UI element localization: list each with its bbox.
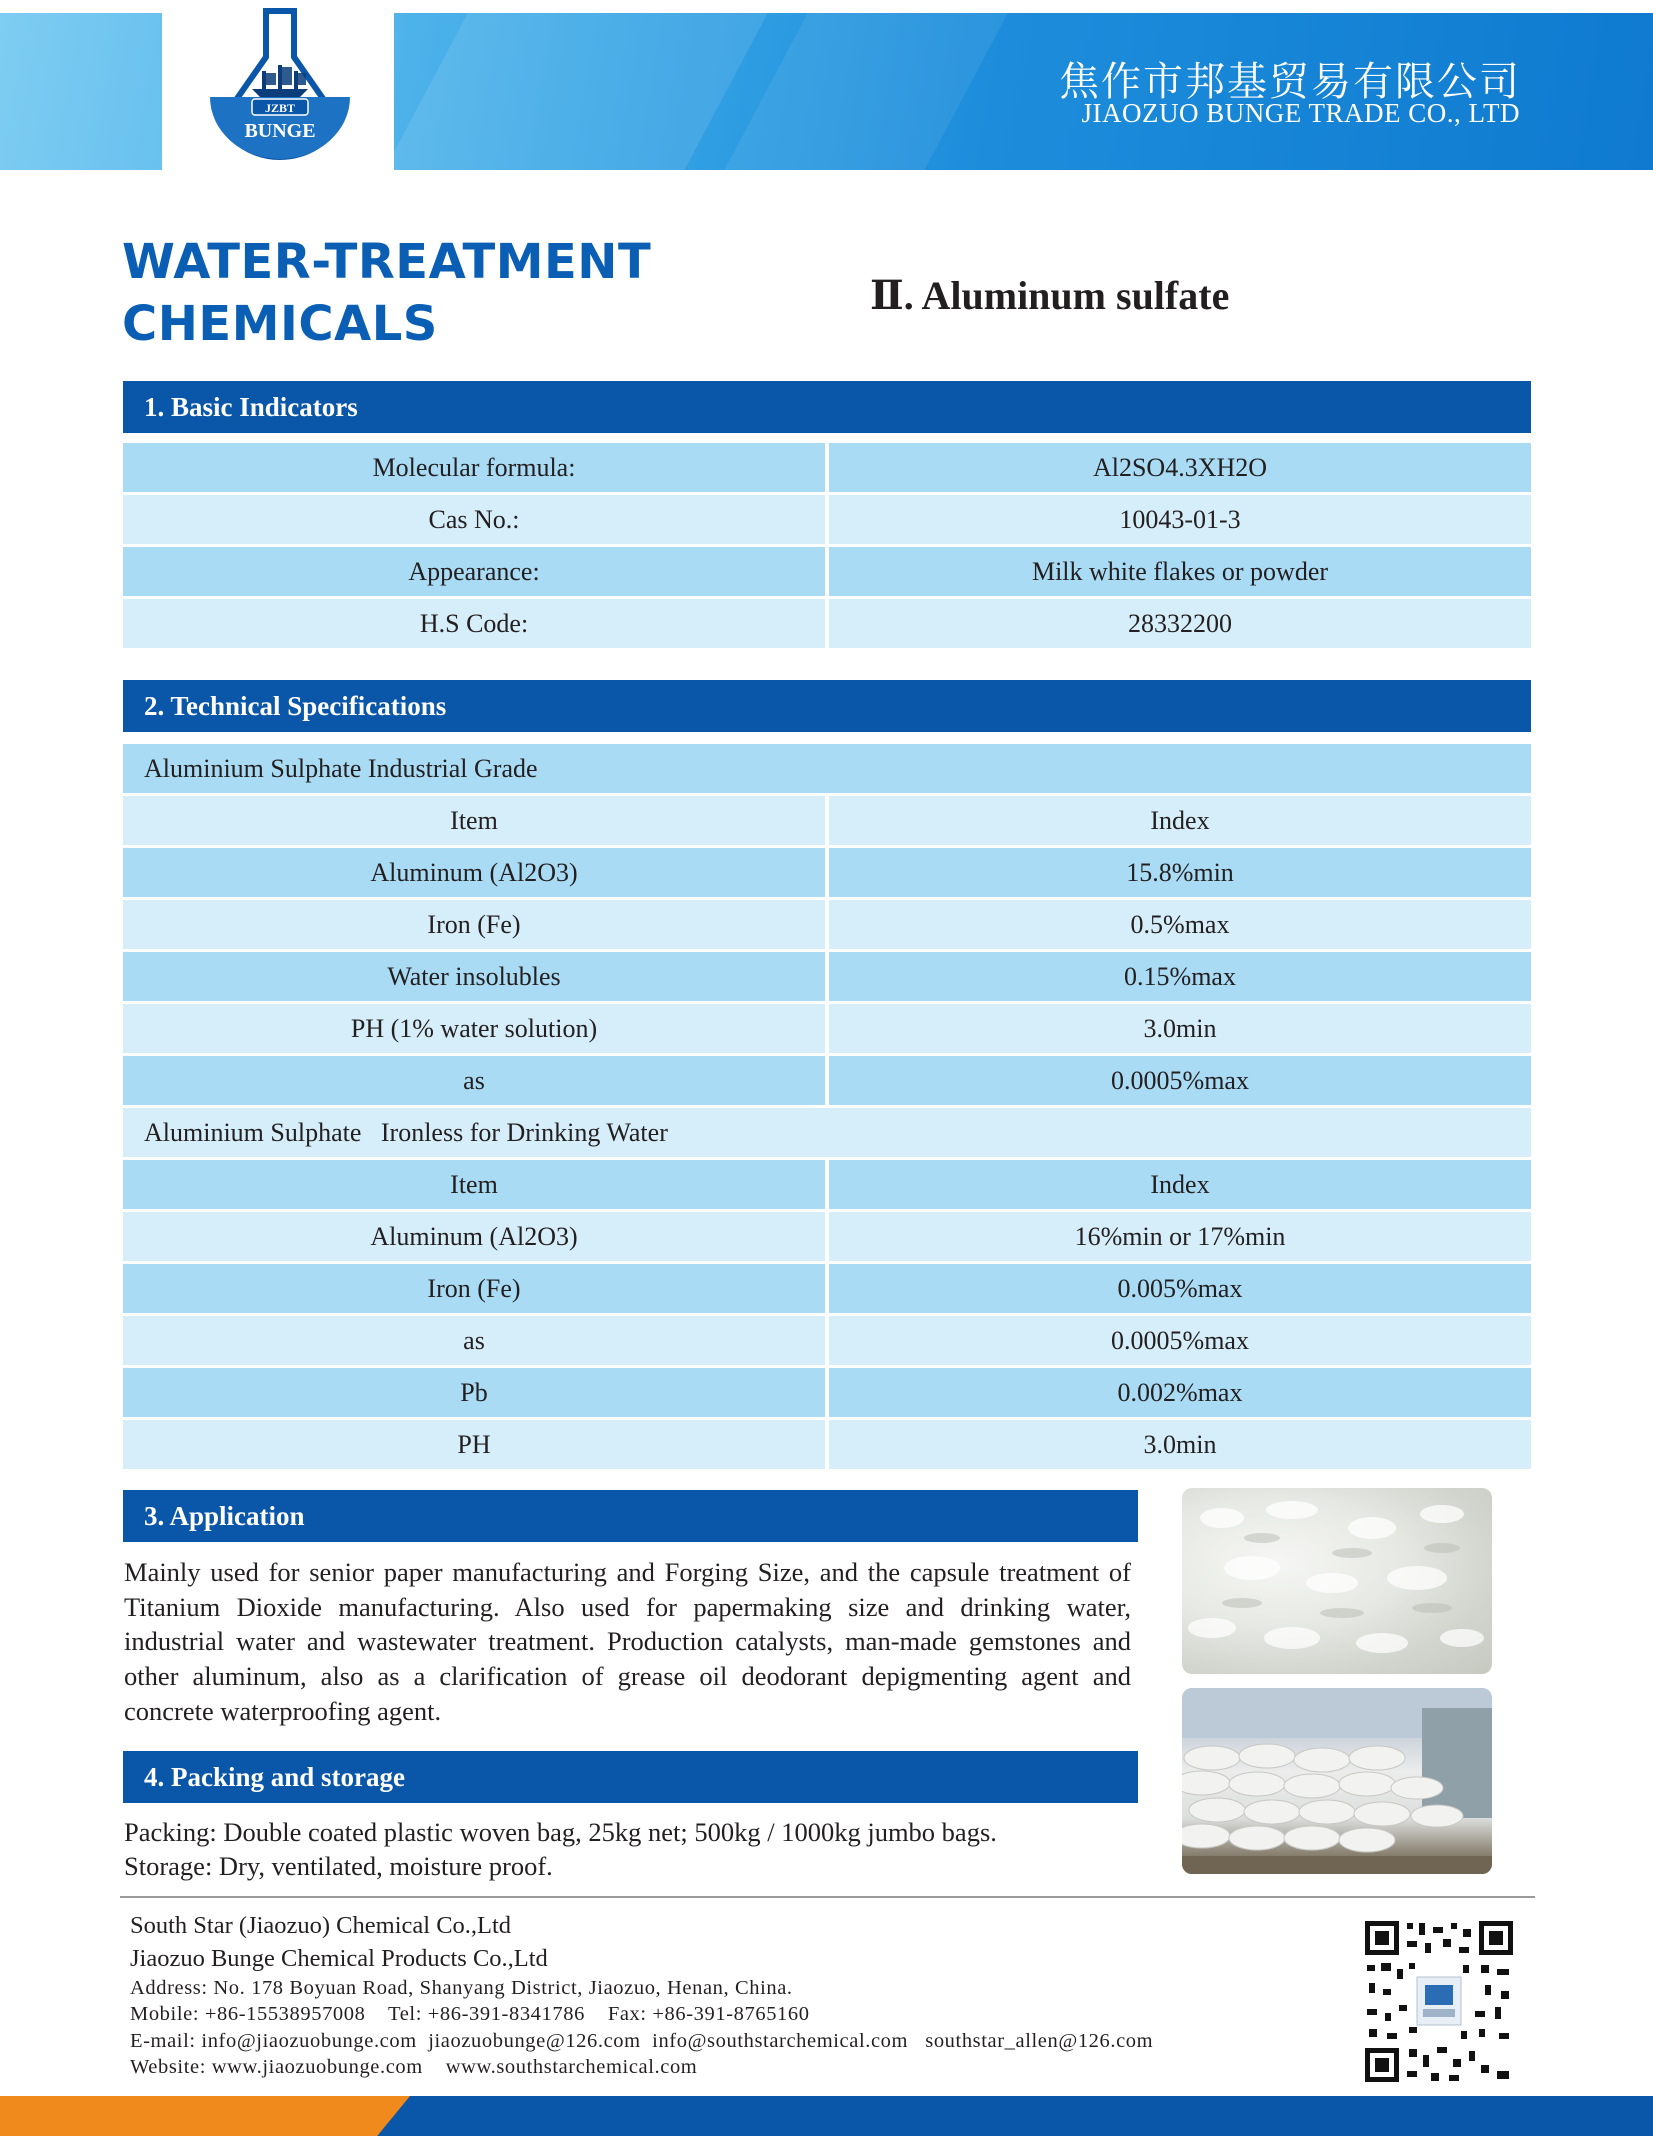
qr-code [1363, 1919, 1515, 2084]
table-row [123, 599, 1531, 648]
page-title-line2: CHEMICALS [122, 296, 438, 352]
footer-phones: Mobile: +86-15538957008 Tel: +86-391-8341786 Fax: +86-391-8765160 [130, 2003, 810, 2025]
company-logo [200, 5, 360, 165]
table-cell-item: PH [123, 1420, 825, 1469]
logo-top-text: JZBT [264, 101, 296, 115]
table-row [123, 1212, 1531, 1261]
table-cell-index: 3.0min [829, 1004, 1531, 1053]
table-row [123, 443, 1531, 492]
section-header-basic-indicators: 1. Basic Indicators [123, 381, 1531, 433]
application-text: Mainly used for senior paper manufacturing and Forging Size, and the capsule treatment of Titanium Dioxide manufacturing. Also used for papermaking size and drinking water, industrial water and wastewater treatment. Production catalysts, man-made gemstones and other aluminum, also as a clarification of grease oil deodorant depigmenting agent and concrete waterproofing agent. [124, 1557, 1131, 1726]
grade-title-row [123, 744, 1531, 793]
company-name-chinese: 焦作市邦基贸易有限公司 [1059, 59, 1521, 105]
company-name-english: JIAOZUO BUNGE TRADE CO., LTD [1081, 98, 1520, 128]
table-row [123, 495, 1531, 544]
table-row [123, 900, 1531, 949]
product-flakes-photo [1182, 1488, 1492, 1674]
table-row [123, 1056, 1531, 1105]
table-row [123, 1316, 1531, 1365]
page-title [122, 231, 651, 355]
footer-address: Address: No. 178 Boyuan Road, Shanyang District, Jiaozuo, Henan, China. [130, 1977, 793, 1999]
table-row [123, 547, 1531, 596]
footer-orange-accent [0, 2096, 410, 2136]
packing-text: Packing: Double coated plastic woven bag, 25kg net; 500kg / 1000kg jumbo bags. [124, 1817, 997, 1847]
footer-email[interactable]: E-mail: info@jiaozuobunge.com jiaozuobunge@126.com info@southstarchemical.com southstar_allen@126.com [130, 2030, 1154, 2052]
table-row [123, 1368, 1531, 1417]
table-cell-label: Appearance: [123, 547, 825, 596]
table-cell-index: 0.0005%max [829, 1056, 1531, 1105]
page-title-line1: WATER-TREATMENT [122, 234, 652, 290]
grade-title: Aluminium Sulphate Ironless for Drinking Water [123, 1108, 1531, 1157]
table-cell-index: 0.0005%max [829, 1316, 1531, 1365]
basic-indicators-table [123, 440, 1531, 648]
table-cell-index: 0.005%max [829, 1264, 1531, 1313]
table-cell-value: 28332200 [829, 599, 1531, 648]
section-header-technical-specifications: 2. Technical Specifications [123, 680, 1531, 732]
table-row [123, 1420, 1531, 1469]
table-cell-item: Iron (Fe) [123, 1264, 825, 1313]
table-row [123, 952, 1531, 1001]
footer-divider [120, 1896, 1535, 1898]
grade-title-row [123, 1108, 1531, 1157]
logo-bottom-text: BUNGE [244, 120, 316, 142]
table-cell-label: H.S Code: [123, 599, 825, 648]
table-cell-item: as [123, 1316, 825, 1365]
column-header-item: Item [123, 1160, 825, 1209]
table-cell-value: 10043-01-3 [829, 495, 1531, 544]
table-cell-index: 0.002%max [829, 1368, 1531, 1417]
footer-website[interactable]: Website: www.jiaozuobunge.com www.southstarchemical.com [130, 2056, 698, 2078]
table-cell-item: Water insolubles [123, 952, 825, 1001]
table-row [123, 848, 1531, 897]
column-header-item: Item [123, 796, 825, 845]
table-cell-index: 0.5%max [829, 900, 1531, 949]
table-cell-item: as [123, 1056, 825, 1105]
footer-company-2: Jiaozuo Bunge Chemical Products Co.,Ltd [130, 1945, 548, 1972]
column-header-index: Index [829, 796, 1531, 845]
column-header-index: Index [829, 1160, 1531, 1209]
table-row [123, 1264, 1531, 1313]
table-cell-label: Molecular formula: [123, 443, 825, 492]
table-row [123, 1004, 1531, 1053]
table-cell-label: Cas No.: [123, 495, 825, 544]
table-cell-item: Aluminum (Al2O3) [123, 1212, 825, 1261]
table-cell-index: 0.15%max [829, 952, 1531, 1001]
table-cell-item: Aluminum (Al2O3) [123, 848, 825, 897]
product-bags-photo [1182, 1688, 1492, 1874]
section-header-packing-storage: 4. Packing and storage [123, 1751, 1138, 1803]
table-cell-index: 3.0min [829, 1420, 1531, 1469]
table-cell-value: Al2SO4.3XH2O [829, 443, 1531, 492]
grade-title: Aluminium Sulphate Industrial Grade [123, 744, 1531, 793]
table-cell-index: 15.8%min [829, 848, 1531, 897]
banner-decoration [362, 13, 779, 170]
table-cell-item: PH (1% water solution) [123, 1004, 825, 1053]
table-header-row [123, 796, 1531, 845]
technical-specifications-table [123, 741, 1531, 1469]
section-header-application: 3. Application [123, 1490, 1138, 1542]
table-cell-value: Milk white flakes or powder [829, 547, 1531, 596]
table-cell-item: Pb [123, 1368, 825, 1417]
product-title: Ⅱ. Aluminum sulfate [870, 273, 1230, 318]
storage-text: Storage: Dry, ventilated, moisture proof. [124, 1851, 553, 1881]
table-cell-index: 16%min or 17%min [829, 1212, 1531, 1261]
footer-company-1: South Star (Jiaozuo) Chemical Co.,Ltd [130, 1912, 512, 1939]
table-header-row [123, 1160, 1531, 1209]
table-cell-item: Iron (Fe) [123, 900, 825, 949]
